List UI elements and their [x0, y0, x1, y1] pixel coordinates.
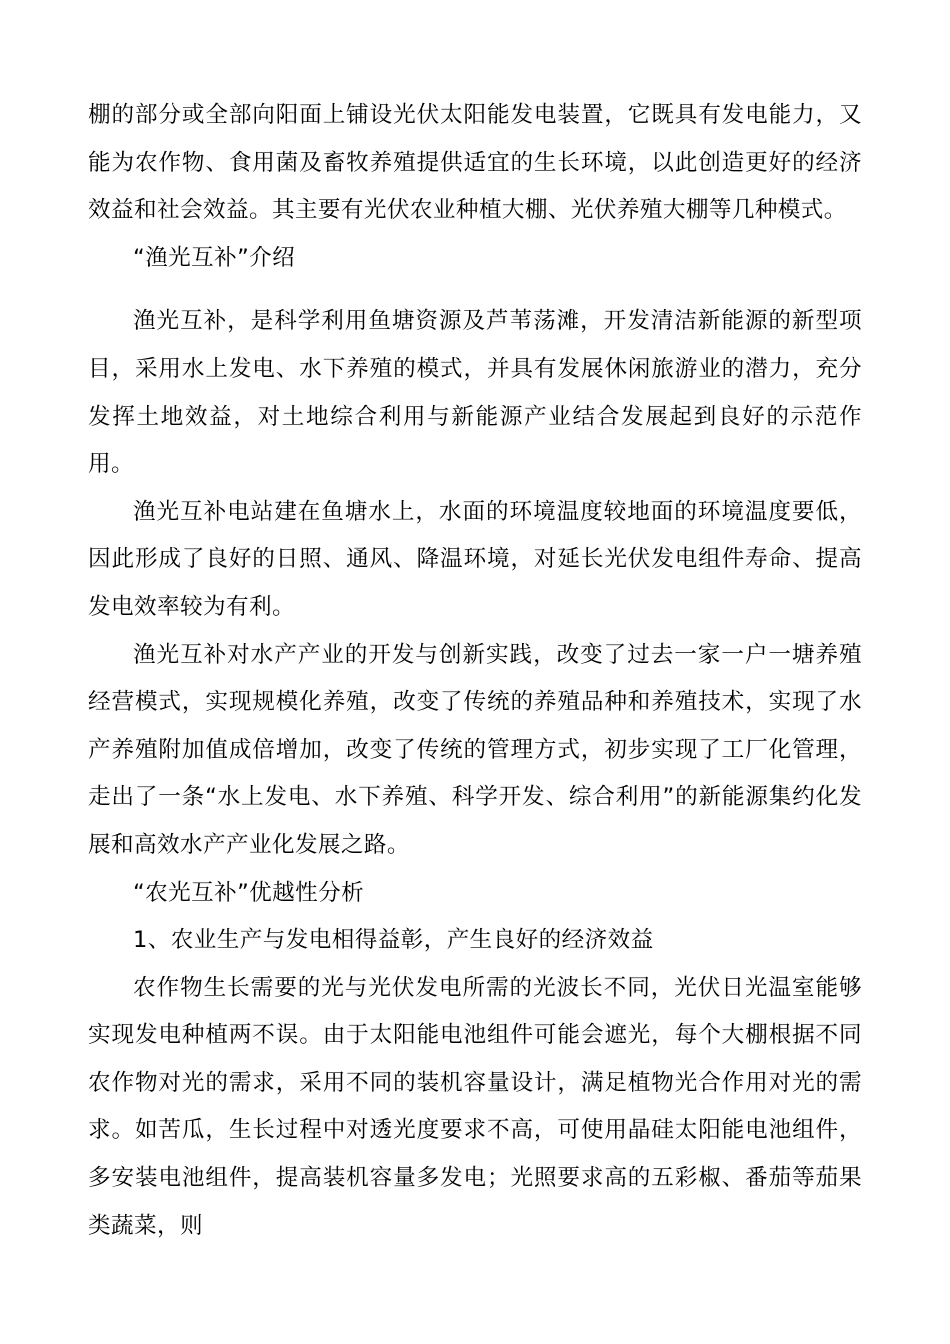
heading-point-1: 1、农业生产与发电相得益彰，产生良好的经济效益 — [133, 927, 654, 954]
heading-agri-solar-advantages: “农光互补”优越性分析 — [133, 879, 365, 906]
paragraph-greenhouse-intro: 棚的部分或全部向阳面上铺设光伏太阳能发电装置，它既具有发电能力，又能为农作物、食用菌及畜牧养殖提供适宜的生长环境，以此创造更好的经济效益和社会效益。其主要有光伏农业种植大棚、光伏养殖大棚等几种模式。 — [88, 102, 862, 224]
heading-fishery-solar: “渔光互补”介绍 — [133, 244, 296, 271]
paragraph-fishery-innovation: 渔光互补对水产产业的开发与创新实践，改变了过去一家一户一塘养殖经营模式，实现规模化养殖，改变了传统的养殖品种和养殖技术，实现了水产养殖附加值成倍增加，改变了传统的管理方式，初步实现了工厂化管理，走出了一条“水上发电、水下养殖、科学开发、综合利用”的新能源集约化发展和高效水产产业化发展之路。 — [88, 641, 862, 858]
paragraph-crop-light: 农作物生长需要的光与光伏发电所需的光波长不同，光伏日光温室能够实现发电种植两不误。由于太阳能电池组件可能会遮光，每个大棚根据不同农作物对光的需求，采用不同的装机容量设计，满足植物光合作用对光的需求。如苦瓜，生长过程中对透光度要求不高，可使用晶硅太阳能电池组件，多安装电池组件，提高装机容量多发电；光照要求高的五彩椒、番茄等茄果类蔬菜，则 — [88, 974, 862, 1239]
paragraph-fishery-definition: 渔光互补，是科学利用鱼塘资源及芦苇荡滩，开发清洁新能源的新型项目，采用水上发电、水下养殖的模式，并具有发展休闲旅游业的潜力，充分发挥土地效益，对土地综合利用与新能源产业结合发展起到良好的示范作用。 — [88, 308, 862, 478]
paragraph-fishery-station: 渔光互补电站建在鱼塘水上，水面的环境温度较地面的环境温度要低，因此形成了良好的日照、通风、降温环境，对延长光伏发电组件寿命、提高发电效率较为有利。 — [88, 498, 862, 620]
document-page — [88, 92, 862, 1250]
